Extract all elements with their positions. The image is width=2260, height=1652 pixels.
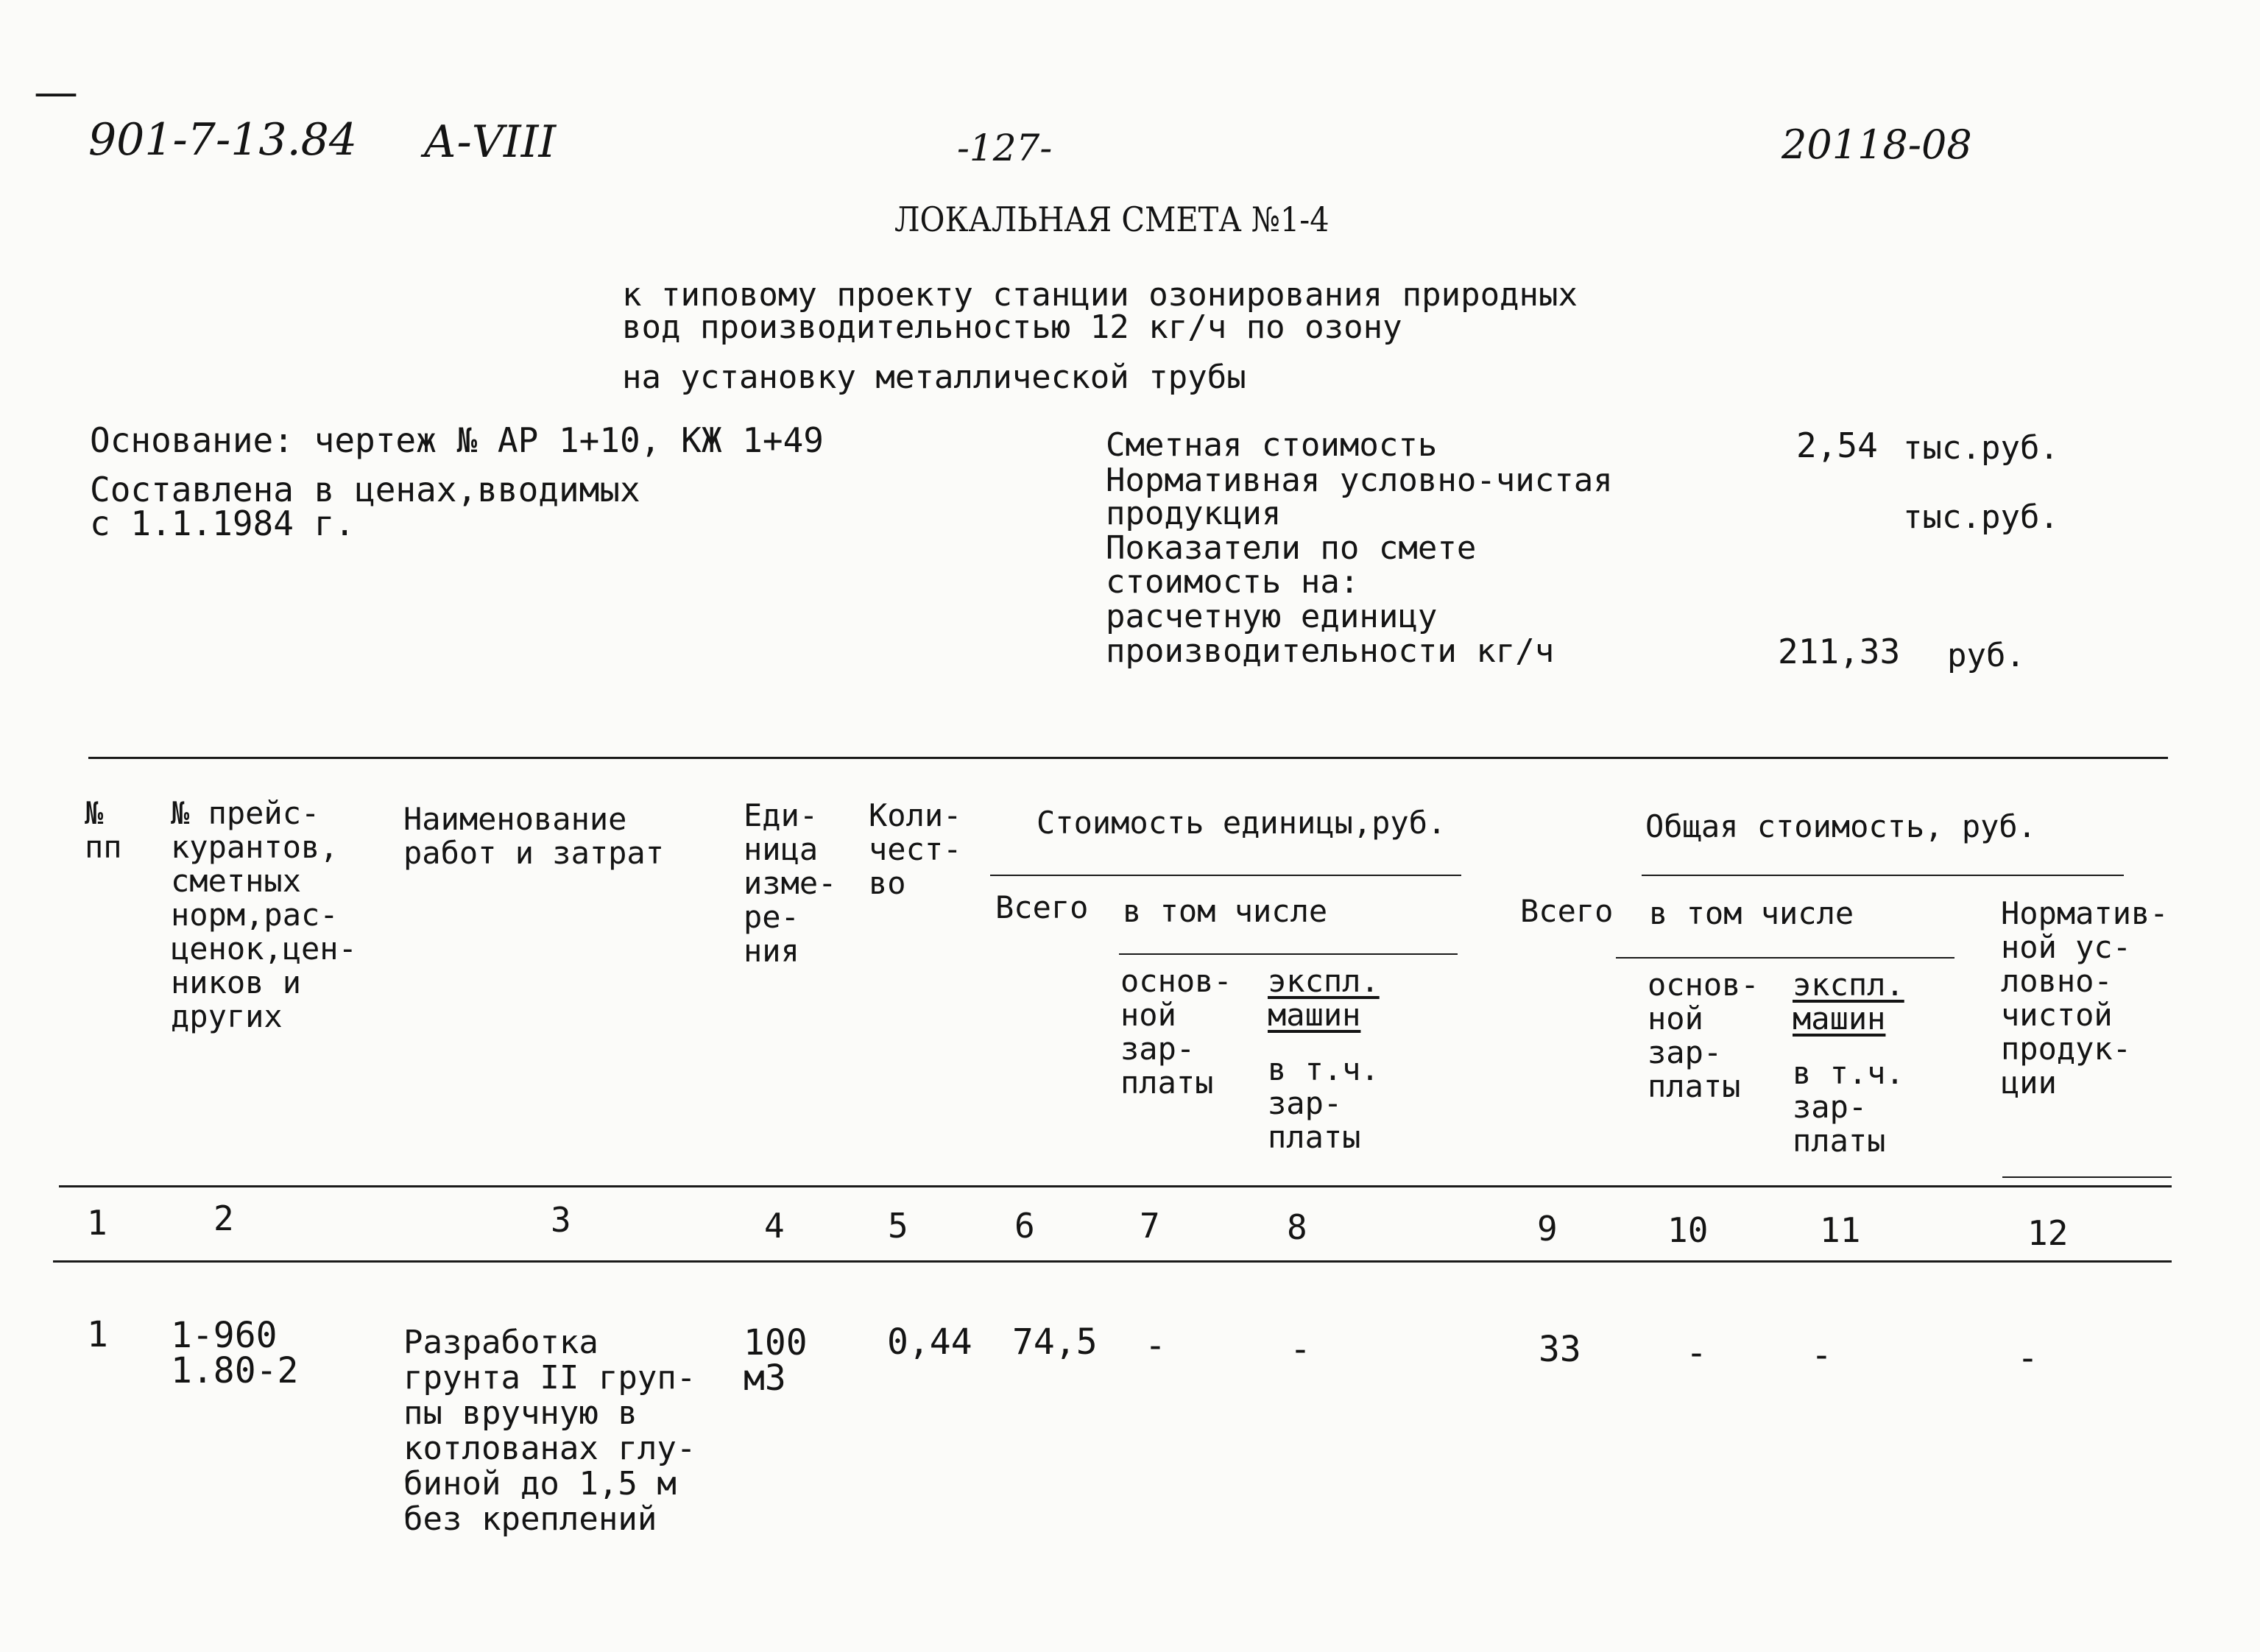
row-1-unit-salary: - bbox=[1145, 1325, 1166, 1366]
col-number-12: 12 bbox=[2027, 1213, 2069, 1253]
total-cost-group-rule bbox=[1642, 875, 2124, 876]
unit-cost-group-rule bbox=[990, 875, 1461, 876]
total-machines-header: экспл. машин bbox=[1793, 967, 1904, 1037]
unit-cost-all-header: Всего bbox=[995, 889, 1089, 925]
basis: Основание: чертеж № АР 1+10, КЖ 1+49 bbox=[90, 420, 824, 460]
indicators-unit: руб. bbox=[1947, 637, 2025, 674]
unit-incl-rule bbox=[1119, 953, 1458, 955]
row-1-price-ref: 1-960 1.80-2 bbox=[171, 1315, 299, 1391]
estimate-cost-label: Сметная стоимость bbox=[1106, 426, 1438, 464]
col-header-price-ref: № прейс- курантов, сметных норм,рас- ценок,цен- ников и других bbox=[171, 795, 357, 1034]
album-number: А-VIII bbox=[423, 116, 557, 168]
col-number-2: 2 bbox=[213, 1199, 234, 1238]
col-number-1: 1 bbox=[87, 1203, 107, 1243]
total-main-salary-header: основ- ной зар- платы bbox=[1648, 967, 1759, 1104]
doc-code: 901-7-13.84 bbox=[88, 114, 358, 166]
unit-machines-header-2: машин bbox=[1268, 997, 1361, 1033]
row-1-total-salary: - bbox=[1686, 1332, 1707, 1374]
col-header-name: Наименование работ и затрат bbox=[403, 801, 665, 871]
row-1-unit-machines: - bbox=[1290, 1329, 1311, 1370]
row-1-unit: 100 м3 bbox=[744, 1322, 808, 1399]
unit-main-salary-header: основ- ной зар- платы bbox=[1120, 963, 1232, 1101]
total-cost-group-header: Общая стоимость, руб. bbox=[1645, 808, 2037, 844]
estimate-cost-value: 2,54 bbox=[1796, 426, 1878, 465]
normative-label-2: продукция bbox=[1106, 495, 1282, 532]
margin-mark: — bbox=[34, 66, 78, 118]
col-number-7: 7 bbox=[1140, 1206, 1160, 1246]
estimate-cost-unit: тыс.руб. bbox=[1903, 429, 2059, 467]
indicators-line-1: Показатели по смете bbox=[1106, 529, 1477, 567]
unit-cost-incl-header: в том числе bbox=[1123, 893, 1328, 929]
col-header-unit: Еди- ница изме- ре- ния bbox=[744, 797, 837, 969]
unit-incl-salary-header: в т.ч. зар- платы bbox=[1268, 1051, 1380, 1155]
subtitle-line-1: к типовому проекту станции озонирования природных bbox=[622, 276, 1578, 314]
unit-machines-header: экспл. bbox=[1268, 963, 1380, 999]
page-number: -127- bbox=[957, 127, 1053, 169]
row-1-total-machines: - bbox=[1811, 1335, 1832, 1376]
col-number-6: 6 bbox=[1014, 1206, 1035, 1246]
col-number-10: 10 bbox=[1667, 1210, 1709, 1250]
indicators-line-2: стоимость на: bbox=[1106, 563, 1360, 601]
subtitle-line-2: вод производительностью 12 кг/ч по озону bbox=[622, 308, 1402, 346]
indicators-value: 211,33 bbox=[1778, 632, 1901, 671]
compiled-line-2: с 1.1.1984 г. bbox=[90, 504, 356, 543]
col-header-no: № пп bbox=[85, 795, 122, 865]
col-number-11: 11 bbox=[1820, 1210, 1861, 1250]
header-bottom-rule bbox=[59, 1185, 2172, 1187]
row-1-name: Разработка грунта II груп- пы вручную в котлованах глу- биной до 1,5 м без креплений bbox=[403, 1324, 696, 1538]
row-1-normative: - bbox=[2017, 1338, 2038, 1379]
normative-label-1: Нормативная условно-чистая bbox=[1106, 462, 1613, 499]
compiled-line-1: Составлена в ценах,вводимых bbox=[90, 470, 640, 509]
inventory-number: 20118-08 bbox=[1781, 121, 1972, 168]
unit-cost-group-header: Стоимость единицы,руб. bbox=[1037, 805, 1447, 841]
col-header-qty: Коли- чест- во bbox=[869, 797, 962, 901]
total-cost-incl-header: в том числе bbox=[1649, 895, 1854, 931]
page-title: ЛОКАЛЬНАЯ СМЕТА №1-4 bbox=[894, 200, 1329, 239]
row-1-no: 1 bbox=[87, 1314, 108, 1355]
total-incl-rule bbox=[1616, 957, 1954, 959]
col-number-5: 5 bbox=[888, 1206, 908, 1246]
total-cost-all-header: Всего bbox=[1520, 893, 1614, 929]
col-number-4: 4 bbox=[764, 1206, 785, 1246]
row-1-unit-total: 74,5 bbox=[1012, 1321, 1098, 1363]
col-number-3: 3 bbox=[551, 1200, 571, 1240]
col-numbers-rule bbox=[53, 1260, 2172, 1263]
total-incl-salary-header: в т.ч. зар- платы bbox=[1793, 1055, 1904, 1159]
indicators-line-3: расчетную единицу bbox=[1106, 598, 1438, 635]
col-number-9: 9 bbox=[1537, 1209, 1558, 1249]
row-1-total: 33 bbox=[1539, 1329, 1581, 1370]
col-number-8: 8 bbox=[1287, 1207, 1307, 1247]
subtitle-line-3: на установку металлической трубы bbox=[622, 359, 1246, 396]
indicators-line-4: производительности кг/ч bbox=[1106, 632, 1555, 670]
normative-col-rule bbox=[2002, 1176, 2172, 1178]
normative-unit: тыс.руб. bbox=[1903, 498, 2059, 536]
normative-col-header: Норматив- ной ус- ловно- чистой продук- ции bbox=[2001, 895, 2169, 1101]
table-top-rule bbox=[88, 757, 2168, 759]
row-1-qty: 0,44 bbox=[887, 1321, 972, 1363]
